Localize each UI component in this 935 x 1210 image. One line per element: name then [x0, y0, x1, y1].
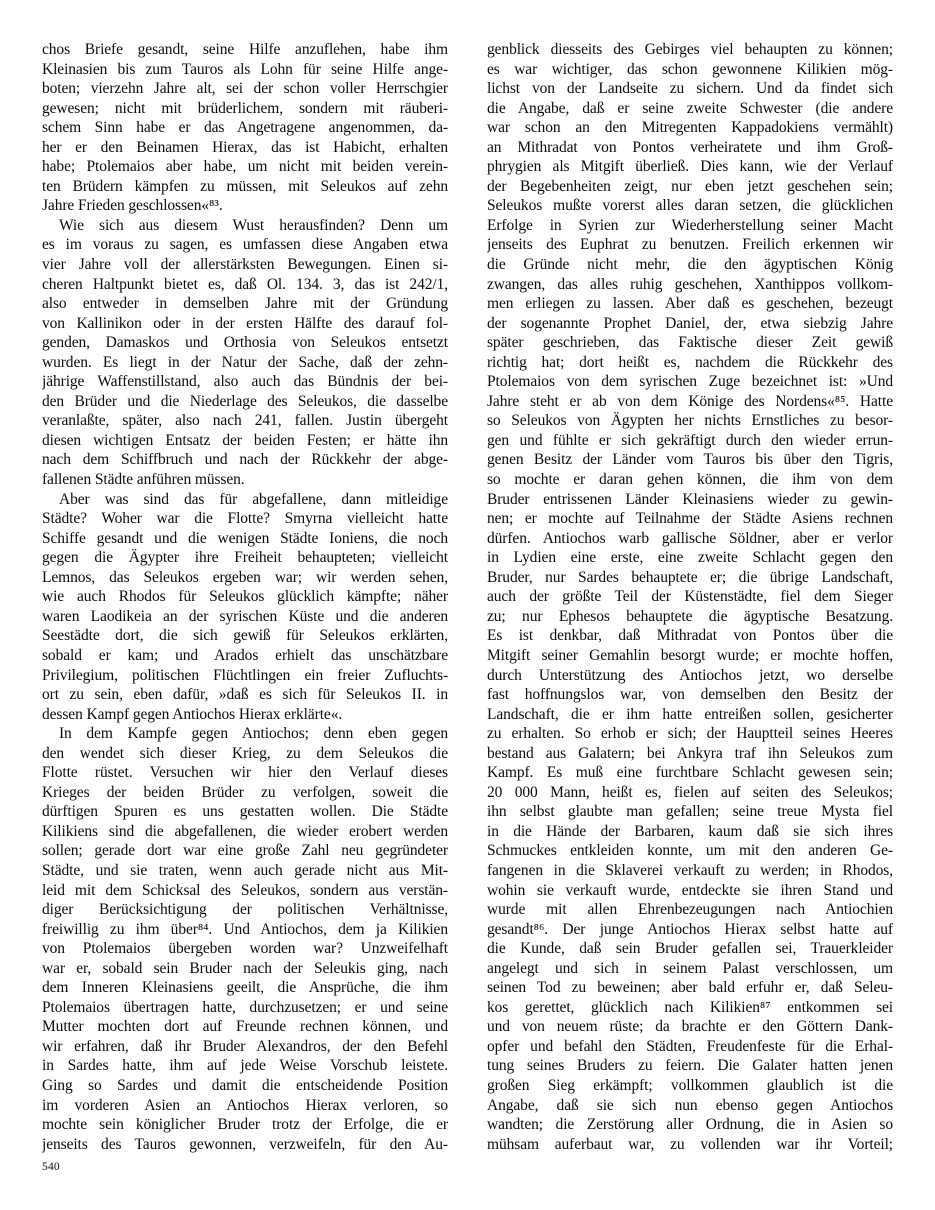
text-line: es war wichtiger, das schon gewonnene Kilikien mög- [487, 60, 893, 78]
text-line: und von neuem rüste; da brachte er den Göttern Dank- [487, 1018, 893, 1036]
text-line: war er, sobald sein Bruder nach der Seleukis ging, nach [42, 959, 448, 977]
text-line: zu; nur Ephesos behauptete die ägyptische Besatzung. [487, 607, 893, 625]
text-line: Seleukos mußte vorerst alles daran setzen, die glücklichen [487, 197, 893, 215]
text-line: wohin sie verkauft wurde, entdeckte sie ihren Stand und [487, 881, 893, 899]
text-line: Ptolemaios übertragen hatte, durchzusetzen; er und seine [42, 998, 448, 1016]
text-line: 20 000 Mann, heißt es, fielen auf seiten des Seleukos; [487, 783, 893, 801]
text-line: mühsam auferbaut war, zu vollenden war ihr Vorteil; [487, 1135, 893, 1153]
text-line: fallenen Städte anführen müssen. [42, 471, 245, 489]
text-line: seinen Tod zu beweinen; aber bald erfuhr er, daß Seleu- [487, 979, 893, 997]
text-line: phrygien als Mitgift überließ. Dies kann, wie der Verlauf [487, 158, 893, 176]
text-line: fast hoffnungslos war, von demselben den Besitz der [487, 686, 893, 704]
text-line: den Brüder und die Niederlage des Seleukos, die dasselbe [42, 392, 448, 410]
text-line: waren Laodikeia an der syrischen Küste und die anderen [42, 607, 448, 625]
text-line: Erfolge in Syrien zur Wiederherstellung seiner Macht [487, 216, 893, 234]
text-line: in die Hände der Barbaren, kaum daß sie sich ihres [487, 822, 893, 840]
text-line: Privilegium, politischen Flüchtlingen ein freier Zufluchts- [42, 666, 448, 684]
text-line: durch Unterstützung des Antiochos jetzt, wo derselbe [487, 666, 893, 684]
paragraph [42, 724, 448, 1154]
text-line: Lemnos, das Seleukos ergeben war; wir werden sehen, [42, 568, 448, 586]
text-line: im vorderen Asien an Antiochos Hierax verloren, so [42, 1096, 448, 1114]
text-line: wurde mit allen Ehrenbezeugungen nach Antiochien [487, 901, 893, 919]
text-line: zwangen, das alles ruhig geschehen, Xanthippos vollkom- [487, 275, 893, 293]
text-line: boten; vierzehn Jahre alt, sei der schon voller Herrschgier [42, 80, 448, 98]
text-line: Mutter mochten dort auf Freunde rechnen können, und [42, 1018, 448, 1036]
text-line: den wendet sich dieser Krieg, zu dem Seleukos die [42, 744, 448, 762]
text-line: war schon an den Mitregenten Kappadokiens vermählt) [487, 119, 893, 137]
text-line: leid mit dem Schicksal des Seleukos, sondern aus verstän- [42, 881, 448, 899]
text-line: ihn selbst glaubte man gefallen; seine treue Mysta fiel [487, 803, 893, 821]
text-line: Jahre Frieden geschlossen«⁸³. [42, 197, 223, 215]
text-line: richtig hat; dort heißt es, nachdem die Rückkehr des [487, 353, 893, 371]
text-line: in Lydien eine erste, eine zweite Schlacht gegen den [487, 549, 893, 567]
text-line: jenseits des Euphrat zu benutzen. Freilich erkennen wir [487, 236, 893, 254]
text-line: so mochte er daran gehen können, die ihm von dem [487, 471, 893, 489]
text-line: Krieges der beiden Brüder zu verfolgen, soweit die [42, 783, 448, 801]
text-line: so Seleukos von Ägypten her nichts Ernstliches zu besor- [487, 412, 893, 430]
text-line: schem Sinn habe er das Angetragene angenommen, da- [42, 119, 448, 137]
text-line: an Mithradat von Pontos verheiratete und ihm Groß- [487, 138, 893, 156]
text-line: Bruder, nur Sardes behauptete er; die übrige Landschaft, [487, 568, 893, 586]
text-line: wir erfahren, daß ihr Bruder Alexandros, der den Befehl [42, 1037, 448, 1055]
text-line: Angabe, daß sie sich nun ebenso gegen Antiochos [487, 1096, 893, 1114]
text-line: bestand aus Galatern; bei Ankyra traf ihn Seleukos zum [487, 744, 893, 762]
text-line: diger Berücksichtigung der politischen Verhältnisse, [42, 901, 448, 919]
paragraph [42, 216, 448, 490]
text-line: Ging so Sardes und damit die entscheidende Position [42, 1076, 448, 1094]
text-line: diesen wichtigen Entsatz der beiden Festen; er hätte ihn [42, 431, 448, 449]
text-line: nen; er mochte auf Teilnahme der Städte Asiens rechnen [487, 510, 893, 528]
text-line: In dem Kampfe gegen Antiochos; denn eben gegen [59, 725, 448, 743]
text-line: angelegt und sich in seinem Palast verschlossen, um [487, 959, 893, 977]
text-line: Flotte rüstet. Versuchen wir hier den Verlauf dieses [42, 764, 448, 782]
text-line: also entweder in demselben Jahre mit der Gründung [42, 295, 448, 313]
text-line: genblick diesseits des Gebirges viel behaupten zu können; [487, 41, 893, 58]
text-line: veranlaßte, später, also nach 241, fallen. Justin übergeht [42, 412, 448, 430]
text-line: lichst von der Landseite zu sichern. Und da findet sich [487, 80, 893, 98]
text-line: dürfen. Antiochos warb gallische Söldner, aber er verlor [487, 529, 893, 547]
text-line: gesandt⁸⁶. Der junge Antiochos Hierax selbst hatte auf [487, 920, 893, 938]
left-column [42, 40, 448, 1154]
paragraph [42, 490, 448, 725]
text-line: genden, Damaskos und Orthosia von Seleukos entsetzt [42, 334, 448, 352]
text-line: zu erhalten. So erhob er sich; der Hauptteil seines Heeres [487, 725, 893, 743]
text-line: Seestädte dort, die sich gewiß für Seleukos erklärten, [42, 627, 448, 645]
text-line: dessen Kampf gegen Antiochos Hierax erklärte«. [42, 705, 343, 723]
text-line: in Sardes hatte, ihm auf jede Weise Vorschub leistete. [42, 1057, 448, 1075]
text-line: Schmuckes entkleiden konnte, um mit den anderen Ge- [487, 842, 893, 860]
text-line: Landschaft, die er ihm hatte entreißen sollen, gesicherter [487, 705, 893, 723]
text-line: vier Jahre voll der allerstärksten Bewegungen. Einen si- [42, 256, 448, 274]
text-line: opfer und befahl den Städten, Freudenfeste für die Erhal- [487, 1037, 893, 1055]
text-line: die Gründe nicht mehr, die den ägyptischen König [487, 256, 893, 274]
text-line: nach dem Schiffbruch und nach der Rückkehr der abge- [42, 451, 448, 469]
text-line: es im voraus zu sagen, es umfassen diese Angaben etwa [42, 236, 448, 254]
text-line: Kilikiens sind die abgefallenen, die wieder erobert werden [42, 822, 448, 840]
text-line: Ptolemaios von dem syrischen Zuge bezeichnet ist: »Und [487, 373, 893, 391]
text-line: tung seines Bruders zu feiern. Die Galater hatten jenen [487, 1057, 893, 1075]
text-line: gen und fühlte er sich gekräftigt durch den wieder errun- [487, 431, 893, 449]
text-line: cheren Haltpunkt bietet es, daß Ol. 134. 3, das ist 242/1, [42, 275, 448, 293]
text-line: her er den Beinamen Hierax, das ist Habicht, erhalten [42, 138, 448, 156]
text-line: dem Inneren Kleinasiens geeilt, die Ansprüche, die ihm [42, 979, 448, 997]
text-line: jenseits des Tauros gewonnen, verzweifeln, für den Au- [42, 1135, 448, 1153]
text-line: wurden. Es liegt in der Natur der Sache, daß der zehn- [42, 353, 448, 371]
text-line: sobald er kam; und Arados erhielt das unschätzbare [42, 646, 448, 664]
page-number: 540 [42, 1161, 60, 1173]
text-columns [42, 40, 893, 1154]
text-line: gewesen; nicht mit brüderlichem, sondern mit räuberi- [42, 99, 448, 117]
text-line: kos gerettet, glücklich nach Kilikien⁸⁷ entkommen sei [487, 998, 893, 1016]
text-line: genen Besitz der Länder vom Tauros bis über den Tigris, [487, 451, 893, 469]
text-line: Bruder entrissenen Länder Kleinasiens wieder zu gewin- [487, 490, 893, 508]
text-line: großen Sieg erkämpft; vollkommen glaublich ist die [487, 1076, 893, 1094]
text-line: Jahre steht er ab von dem Könige des Nordens«⁸⁵. Hatte [487, 392, 893, 410]
text-line: auch der größte Teil der Küstenstädte, fiel dem Sieger [487, 588, 893, 606]
text-line: wie auch Rhodos für Seleukos glücklich kämpfte; näher [42, 588, 448, 606]
text-line: fangenen in die Sklaverei verkauft zu werden; in Rhodos, [487, 861, 893, 879]
text-line: gegen die Ägypter ihre Freiheit behaupteten; vielleicht [42, 549, 448, 567]
text-line: wandten; die Zerstörung aller Ordnung, die in Asien so [487, 1116, 893, 1134]
text-line: Mitgift seiner Gemahlin besorgt wurde; er mochte hoffen, [487, 646, 893, 664]
text-line: jährige Waffenstillstand, also auch das Bündnis der bei- [42, 373, 448, 391]
text-line: Schiffe gesandt und die wenigen Städte Ioniens, die noch [42, 529, 448, 547]
text-line: der sogenannte Prophet Daniel, der, etwa siebzig Jahre [487, 314, 893, 332]
text-line: von Kallinikon oder in der ersten Hälfte des darauf fol- [42, 314, 448, 332]
text-line: Städte, und sie traten, wenn auch gerade nicht aus Mit- [42, 861, 448, 879]
paragraph [42, 40, 448, 216]
text-line: Aber was sind das für abgefallene, dann mitleidige [59, 490, 448, 508]
text-line: Kleinasien bis zum Tauros als Lohn für seine Hilfe ange- [42, 60, 448, 78]
text-line: später geschrieben, das Faktische dieser Zeit gewiß [487, 334, 893, 352]
text-line: der Begebenheiten zeigt, nur eben jetzt geschehen sein; [487, 177, 893, 195]
text-line: chos Briefe gesandt, seine Hilfe anzuflehen, habe ihm [42, 41, 448, 58]
text-line: Kampf. Es muß eine furchtbare Schlacht gewesen sein; [487, 764, 893, 782]
text-line: ten Brüdern kämpfen zu müssen, mit Seleukos auf zehn [42, 177, 448, 195]
text-line: sollen; gerade dort war eine große Zahl neu gegründeter [42, 842, 448, 860]
text-line: dürftigen Spuren es uns gestatten wollen. Die Städte [42, 803, 448, 821]
text-line: von Ptolemaios übergeben worden war? Unzweifelhaft [42, 940, 448, 958]
text-line: die Angabe, daß er seine zweite Schwester (die andere [487, 99, 893, 117]
text-line: ort zu sein, eben dafür, »daß es sich für Seleukos II. in [42, 686, 448, 704]
text-line: die Kunde, daß sein Bruder gefallen sei, Trauerkleider [487, 940, 893, 958]
text-line: mochte sein königlicher Bruder trotz der Erfolge, die er [42, 1116, 448, 1134]
text-line: Es ist denkbar, daß Mithradat von Pontos über die [487, 627, 893, 645]
right-column [487, 40, 893, 1154]
text-line: habe; Ptolemaios aber habe, um nicht mit beiden verein- [42, 158, 448, 176]
paragraph [487, 40, 893, 1154]
text-line: freiwillig zu ihm über⁸⁴. Und Antiochos, dem ja Kilikien [42, 920, 448, 938]
text-line: Wie sich aus diesem Wust herausfinden? Denn um [59, 216, 448, 234]
text-line: Städte? Woher war die Flotte? Smyrna vielleicht hatte [42, 510, 448, 528]
text-line: men erliegen zu lassen. Aber daß es geschehen, bezeugt [487, 295, 893, 313]
